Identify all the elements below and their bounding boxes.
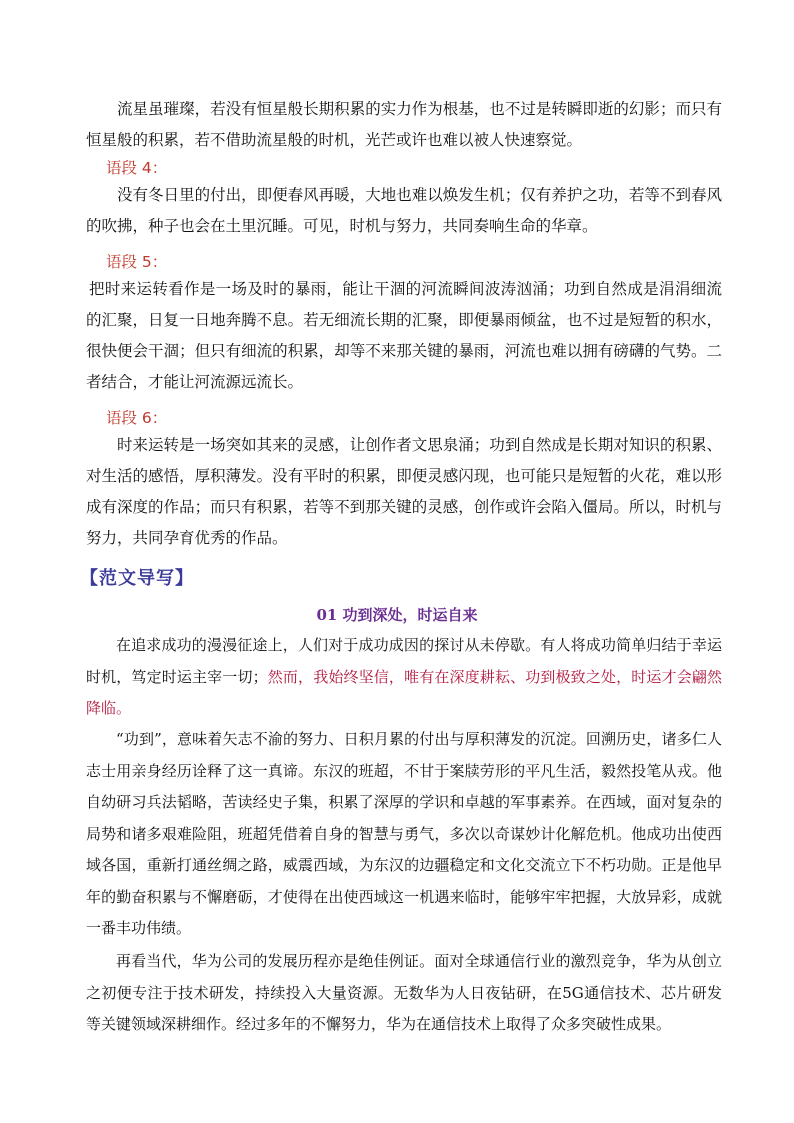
segment-5-text: 把时来运转看作是一场及时的暴雨，能让干涸的河流瞬间波涛汹涌；功到自然成是涓涓细流的汇聚，日复一日地奔腾不息。若无细流长期的汇聚，即便暴雨倾盆，也不过是短暂的积水，很快便会干涸；但只有细流的积累，却等不来那关键的暴雨，河流也难以拥有磅礴的气势。二者结合，才能让河流源远流长。: [86, 280, 722, 391]
essay-paragraph-2: “功到”，意味着矢志不渝的努力、日积月累的付出与厚积薄发的沉淀。回溯历史，诸多仁人志士用亲身经历诠释了这一真谛。东汉的班超，不甘于案牍劳形的平凡生活，毅然投笔从戎。他自幼研习兵法韬略，苦读经史子集，积累了深厚的学识和卓越的军事素养。在西域，面对复杂的局势和诸多艰难险阻，班超凭借着自身的智慧与勇气，多次以奇谋妙计化解危机。他成功出使西域各国，重新打通丝绸之路，威震西域，为东汉的边疆稳定和文化交流立下不朽功勋。正是他早年的勤奋积累与不懈磨砺，才使得在出使西域这一机遇来临时，能够牢牢把握，大放异彩，成就一番丰功伟绩。: [86, 730, 722, 937]
segment-4-text: 没有冬日里的付出，即便春风再暖，大地也难以焕发生机；仅有养护之功，若等不到春风的吹拂，种子也会在土里沉睡。可见，时机与努力，共同奏响生命的华章。: [86, 186, 722, 235]
segment-4-label: 语段 4：: [106, 159, 168, 177]
essay-paragraph-3: 再看当代，华为公司的发展历程亦是绝佳例证。面对全球通信行业的激烈竞争，华为从创立之初便专注于技术研发，持续投入大量资源。无数华为人日夜钻研，在5G通信技术、芯片研发等关键领域深耕细作。经过多年的不懈努力，华为在通信技术上取得了众多突破性成果。: [86, 952, 722, 1033]
paragraph-segment-3-tail: 流星虽璀璨，若没有恒星般长期积累的实力作为根基，也不过是转瞬即逝的幻影；而只有恒星般的积累，若不借助流星般的时机，光芒或许也难以被人快速察觉。: [86, 100, 722, 149]
essay-p1-intro: 在追求成功的漫漫征途上，人们对于成功成因的探讨从未停歇。有人将成功简单归结于幸运时机，笃定时运主宰一切；: [86, 636, 722, 686]
segment-6-label: 语段 6：: [106, 409, 168, 427]
segment-5-label: 语段 5：: [106, 253, 168, 271]
essay-title: 01 功到深处，时运自来: [316, 606, 478, 624]
segment-6-text: 时来运转是一场突如其来的灵感，让创作者文思泉涌；功到自然成是长期对知识的积累、对生活的感悟，厚积薄发。没有平时的积累，即便灵感闪现，也可能只是短暂的火花，难以形成有深度的作品；而只有积累，若等不到那关键的灵感，创作或许会陷入僵局。所以，时机与努力，共同孕育优秀的作品。: [86, 436, 722, 547]
essay-thesis: 然而，我始终坚信，唯有在深度耕耘、功到极致之处，时运才会翩然降临。: [86, 667, 722, 717]
essay-paragraph-1: [86, 630, 722, 725]
section-heading: 【范文导写】: [80, 568, 194, 589]
